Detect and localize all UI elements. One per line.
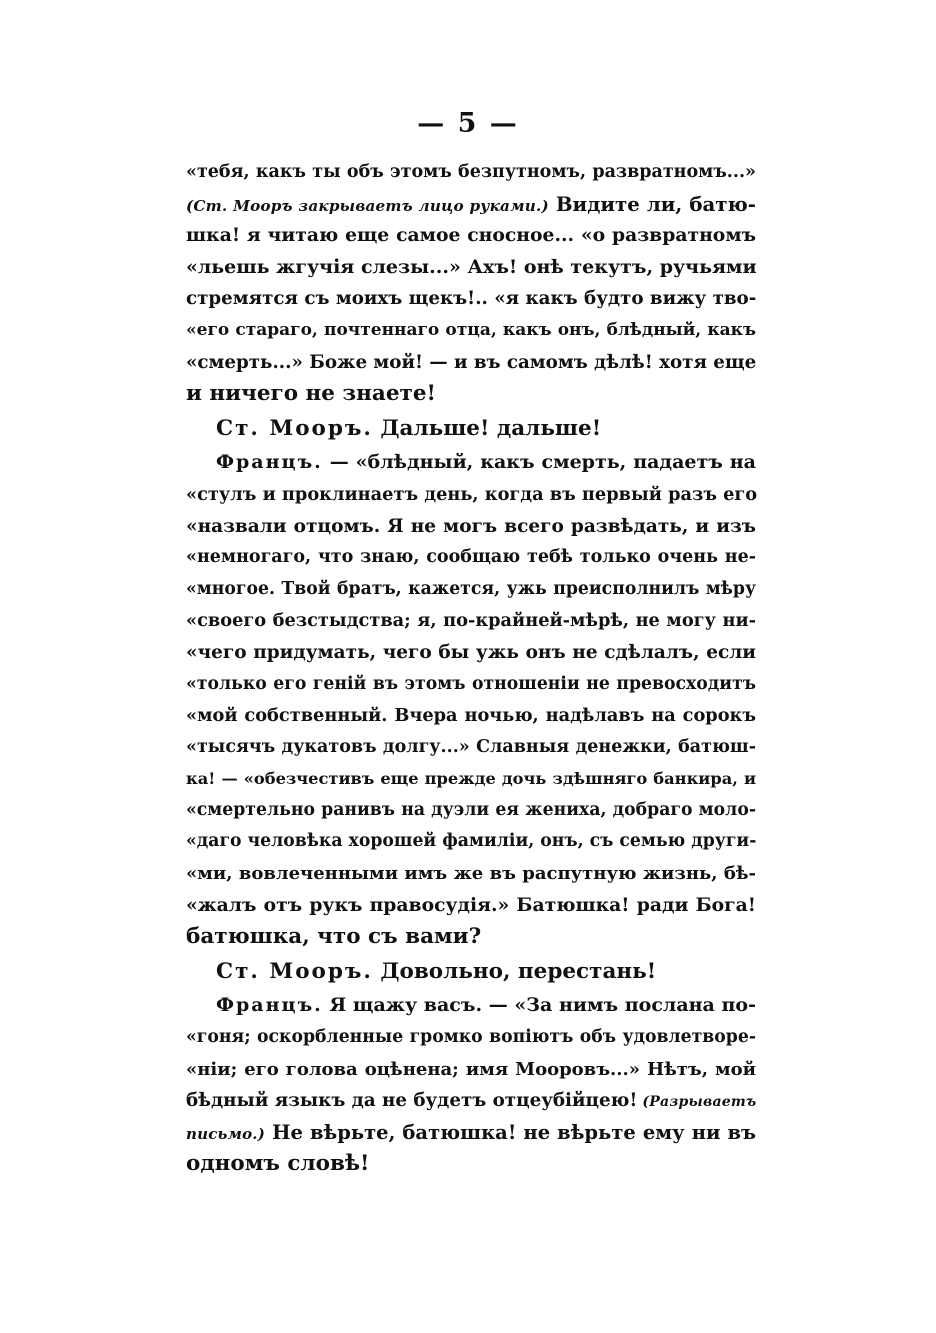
text-line: «стулъ и проклинаетъ день, когда въ первый разъ его	[186, 483, 758, 505]
text-line: «тысячъ дукатовъ долгу...» Славныя денежки, батюш-	[186, 736, 756, 757]
text-line: «немногаго, что знаю, сообщаю тебѣ только очень не-	[186, 547, 756, 568]
text-line: батюшка, что съ вами?	[186, 924, 482, 950]
text-line: «смертельно ранивъ на дуэли ея жениха, добраго моло-	[186, 799, 756, 820]
text-line: письмо.) Не вѣрьте, батюшка! не вѣрьте ему ни въ	[186, 1120, 756, 1144]
text-line: шка! я читаю еще самое сносное... «о развратномъ	[186, 224, 756, 247]
text-line: «гоня; оскорбленные громко вопіютъ объ удовлетворе-	[186, 1027, 756, 1048]
text-line: «многое. Твой братъ, кажется, ужь преисполнилъ мѣру	[186, 578, 756, 599]
text-line: «смерть...» Боже мой! — и въ самомъ дѣлѣ! хотя еще	[186, 351, 757, 373]
text-line: одномъ словѣ!	[186, 1151, 370, 1177]
text-line: «жалъ отъ рукъ правосудія.» Батюшка! ради Бога!	[186, 893, 756, 916]
text-line: и ничего не знаете!	[186, 381, 436, 407]
stage-direction: письмо.)	[186, 1124, 266, 1143]
stage-direction: (Разрываетъ	[637, 1094, 757, 1111]
text-line: «только его геній въ этомъ отношеніи не превосходитъ	[186, 673, 756, 694]
text-line: «даго человѣка хорошей фамиліи, онъ, съ семью други-	[186, 831, 757, 852]
speaker-name: Францъ.	[216, 451, 323, 474]
speaker-name: Ст. Мооръ.	[216, 958, 373, 984]
text-line: «чего придумать, чего бы ужь онъ не сдѣлалъ, если	[186, 641, 756, 663]
text-line: «назвали отцомъ. Я не могъ всего развѣдать, и изъ	[186, 515, 756, 537]
text-line: «мой собственный. Вчера ночью, надѣлавъ на сорокъ	[186, 705, 756, 727]
page-number: — 5 —	[417, 108, 519, 139]
text-line: Ст. Мооръ. Довольно, перестань!	[216, 958, 657, 984]
text-line: Францъ. — «блѣдный, какъ смерть, падаетъ на	[216, 451, 756, 474]
text-line: (Ст. Мооръ закрываетъ лицо руками.) Видите ли, батю-	[186, 191, 756, 216]
text-line: стремятся съ моихъ щекъ!.. «я какъ будто вижу тво-	[186, 288, 757, 310]
text-line: «своего безстыдства; я, по-крайней-мѣрѣ, не могу ни-	[186, 610, 756, 632]
text-line: «ми, вовлеченными имъ же въ распутную жизнь, бѣ-	[186, 863, 756, 885]
text-line: Ст. Мооръ. Дальше! дальше!	[216, 415, 602, 441]
text-line: «ніи; его голова оцѣнена; имя Мооровъ...» Нѣтъ, мой	[186, 1058, 756, 1080]
text-line: «льешь жгучія слезы...» Ахъ! онѣ текутъ, ручьями	[186, 255, 757, 278]
text-line: Францъ. Я щажу васъ. — «За нимъ послана по-	[216, 994, 756, 1017]
stage-direction: (Ст. Мооръ закрываетъ лицо руками.)	[186, 196, 549, 215]
text-line: «его стараго, почтеннаго отца, какъ онъ, блѣдный, какъ	[186, 319, 756, 340]
body-text	[186, 157, 756, 1180]
text-line: ка! — «обезчестивъ еще прежде дочь здѣшняго банкира, и	[186, 769, 756, 789]
speaker-name: Францъ.	[216, 994, 323, 1017]
text-line: «тебя, какъ ты объ этомъ безпутномъ, развратномъ...»	[186, 162, 756, 182]
speaker-name: Ст. Мооръ.	[216, 415, 373, 441]
text-line: бѣдный языкъ да не будетъ отцеубійцею! (Разрываетъ	[186, 1090, 757, 1112]
